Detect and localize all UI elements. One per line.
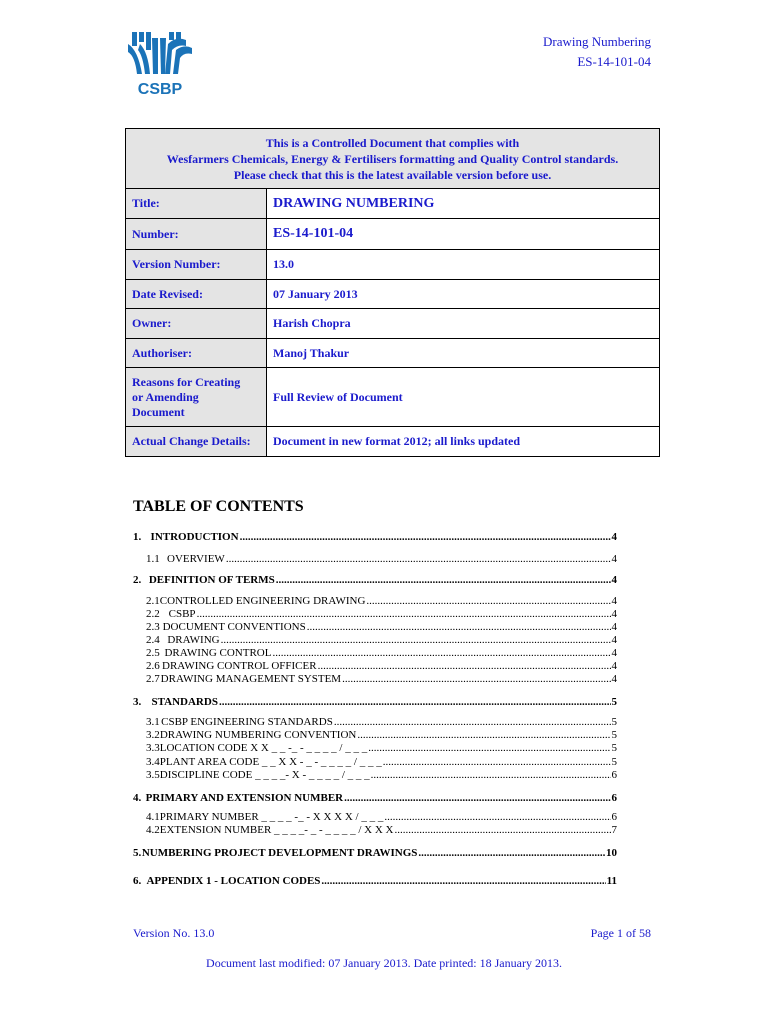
toc-text: PRIMARY NUMBER _ _ _ _ -_ - X X X X / _ _ _	[159, 811, 384, 823]
change-details-label: Actual Change Details:	[126, 427, 267, 457]
toc-entry[interactable]	[133, 769, 617, 781]
toc-entry[interactable]	[133, 696, 617, 708]
toc-entry[interactable]	[133, 847, 617, 859]
toc-entry[interactable]	[133, 729, 617, 741]
toc-leader	[307, 621, 611, 633]
toc-number: 3.1	[146, 716, 160, 728]
toc-leader	[226, 553, 611, 565]
toc-text: CSBP	[168, 608, 196, 620]
toc-page: 5	[611, 756, 617, 768]
footer-page-number: Page 1 of 58	[590, 926, 651, 940]
toc-leader	[357, 729, 610, 741]
toc-number: 2.1	[146, 595, 160, 607]
toc-text: LOCATION CODE X X _ _ -_ - _ _ _ _ / _ _ _	[159, 742, 368, 754]
toc-leader	[240, 531, 611, 543]
toc-leader	[418, 847, 605, 859]
toc-leader	[334, 716, 611, 728]
toc-leader	[197, 608, 611, 620]
title-label: Title:	[126, 189, 267, 219]
toc-leader	[368, 742, 610, 754]
toc-number: 2.6	[146, 660, 160, 672]
toc-leader	[321, 875, 605, 887]
toc-leader	[342, 673, 610, 685]
toc-number: 1.1	[146, 553, 160, 565]
number-value: ES-14-101-04	[267, 219, 660, 250]
toc-number: 3.5	[146, 769, 160, 781]
toc-page: 6	[611, 792, 617, 804]
toc-leader	[318, 660, 611, 672]
notice-line-3: Please check that this is the latest available version before use.	[233, 167, 552, 182]
reasons-row	[126, 368, 660, 427]
toc-text: DISCIPLINE CODE _ _ _ _- X - _ _ _ _ / _ _ _	[159, 769, 370, 781]
toc-text: APPENDIX 1 - LOCATION CODES	[146, 875, 321, 887]
owner-row	[126, 309, 660, 339]
toc-entry[interactable]	[133, 621, 617, 633]
toc-text: DRAWING MANAGEMENT SYSTEM	[160, 673, 342, 685]
header-doc-title: Drawing Numbering	[543, 34, 651, 49]
toc-entry[interactable]	[133, 716, 617, 728]
toc-text: OVERVIEW	[167, 553, 225, 565]
authoriser-label: Authoriser:	[126, 339, 267, 368]
controlled-document-notice	[126, 129, 660, 189]
version-value: 13.0	[267, 250, 660, 280]
reasons-label-line-3: Document	[132, 404, 185, 419]
toc-number: 1.	[133, 531, 142, 543]
header-doc-number: ES-14-101-04	[577, 54, 651, 69]
toc-text: EXTENSION NUMBER _ _ _ _- _ - _ _ _ _ / X X X	[159, 824, 394, 836]
notice-row	[126, 129, 660, 189]
toc-text: STANDARDS	[151, 696, 218, 708]
date-revised-value: 07 January 2013	[267, 280, 660, 309]
toc-leader	[276, 574, 611, 586]
toc-entry[interactable]	[133, 531, 617, 543]
toc-number: 3.	[133, 696, 142, 708]
version-row	[126, 250, 660, 280]
toc-page: 4	[611, 574, 617, 586]
toc-leader	[272, 647, 610, 659]
number-label: Number:	[126, 219, 267, 250]
toc-number: 2.7	[146, 673, 160, 685]
toc-page: 5	[611, 742, 617, 754]
toc-page: 5	[611, 696, 617, 708]
toc-entry[interactable]	[133, 634, 617, 646]
date-revised-label: Date Revised:	[126, 280, 267, 309]
toc-number: 2.5	[146, 647, 160, 659]
toc-number: 2.2	[146, 608, 160, 620]
title-value: DRAWING NUMBERING	[267, 189, 660, 219]
toc-page: 4	[611, 647, 617, 659]
footer-version: Version No. 13.0	[133, 926, 215, 940]
toc-page: 4	[611, 660, 617, 672]
toc-page: 6	[611, 811, 617, 823]
toc-text: DRAWING	[167, 634, 220, 646]
toc-entry[interactable]	[133, 608, 617, 620]
reasons-label-line-2: or Amending	[132, 389, 199, 404]
reasons-value: Full Review of Document	[267, 368, 660, 427]
toc-entry[interactable]	[133, 811, 617, 823]
toc-text: DRAWING CONTROL OFFICER	[162, 660, 317, 672]
toc-entry[interactable]	[133, 792, 617, 804]
owner-value: Harish Chopra	[267, 309, 660, 339]
toc-page: 10	[606, 847, 617, 859]
toc-entry[interactable]	[133, 875, 617, 887]
toc-text: CSBP ENGINEERING STANDARDS	[161, 716, 333, 728]
toc-text: PRIMARY AND EXTENSION NUMBER	[145, 792, 344, 804]
toc-entry[interactable]	[133, 756, 617, 768]
toc-leader	[371, 769, 611, 781]
toc-page: 5	[611, 729, 617, 741]
toc-page: 4	[611, 608, 617, 620]
toc-entry[interactable]	[133, 824, 617, 836]
footer-modified-note: Document last modified: 07 January 2013. Date printed: 18 January 2013.	[206, 956, 562, 970]
toc-page: 4	[611, 621, 617, 633]
toc-text: DRAWING NUMBERING CONVENTION	[159, 729, 357, 741]
version-label: Version Number:	[126, 250, 267, 280]
toc-leader	[384, 811, 610, 823]
toc-number: 4.1	[146, 811, 160, 823]
toc-page: 4	[611, 531, 617, 543]
toc-number: 3.4	[146, 756, 160, 768]
toc-leader	[383, 756, 611, 768]
toc-number: 4.2	[146, 824, 160, 836]
notice-line-1: This is a Controlled Document that complies with	[265, 135, 520, 150]
toc-page: 4	[611, 595, 617, 607]
notice-line-2: Wesfarmers Chemicals, Energy & Fertilisers formatting and Quality Control standards.	[166, 151, 619, 166]
toc-text: DEFINITION OF TERMS	[148, 574, 275, 586]
toc-number: 2.4	[146, 634, 160, 646]
toc-text: CONTROLLED ENGINEERING DRAWING	[159, 595, 366, 607]
owner-label: Owner:	[126, 309, 267, 339]
toc-page: 4	[611, 634, 617, 646]
toc-page: 4	[611, 673, 617, 685]
toc-number: 4.	[133, 792, 142, 804]
authoriser-row	[126, 339, 660, 368]
toc-entry[interactable]	[133, 673, 617, 685]
toc-leader	[344, 792, 610, 804]
change-details-value: Document in new format 2012; all links updated	[267, 427, 660, 457]
toc-number: 3.3	[146, 742, 160, 754]
toc-number: 3.2	[146, 729, 160, 741]
toc-number: 2.3	[146, 621, 160, 633]
toc-text: PLANT AREA CODE _ _ X X - _ - _ _ _ _ / _ _ _	[159, 756, 382, 768]
toc-entry[interactable]	[133, 553, 617, 565]
toc-leader	[221, 634, 611, 646]
reasons-label-line-1: Reasons for Creating	[132, 374, 241, 389]
toc-entry[interactable]	[133, 595, 617, 607]
toc-page: 7	[611, 824, 617, 836]
toc-entry[interactable]	[133, 574, 617, 586]
toc-leader	[219, 696, 611, 708]
number-row	[126, 219, 660, 250]
title-row	[126, 189, 660, 219]
toc-number: 2.	[133, 574, 142, 586]
toc-entry[interactable]	[133, 660, 617, 672]
toc-text: NUMBERING PROJECT DEVELOPMENT DRAWINGS	[141, 847, 418, 859]
date-revised-row	[126, 280, 660, 309]
toc-page: 4	[611, 553, 617, 565]
toc-number: 5.	[133, 847, 142, 859]
toc-page: 11	[606, 875, 617, 887]
toc-text: INTRODUCTION	[150, 531, 239, 543]
toc-leader	[395, 824, 611, 836]
toc-heading: TABLE OF CONTENTS	[133, 498, 304, 515]
toc-entry[interactable]	[133, 742, 617, 754]
toc-page: 6	[611, 769, 617, 781]
toc-text: DRAWING CONTROL	[164, 647, 272, 659]
toc-leader	[366, 595, 610, 607]
document-control-table	[125, 128, 660, 457]
logo-wordmark: CSBP	[137, 81, 183, 98]
reasons-label	[126, 368, 267, 427]
toc-number: 6.	[133, 875, 142, 887]
toc-text: DOCUMENT CONVENTIONS	[162, 621, 306, 633]
csbp-logo	[128, 30, 192, 102]
change-details-row	[126, 427, 660, 457]
toc-entry[interactable]	[133, 647, 617, 659]
toc-page: 5	[611, 716, 617, 728]
authoriser-value: Manoj Thakur	[267, 339, 660, 368]
